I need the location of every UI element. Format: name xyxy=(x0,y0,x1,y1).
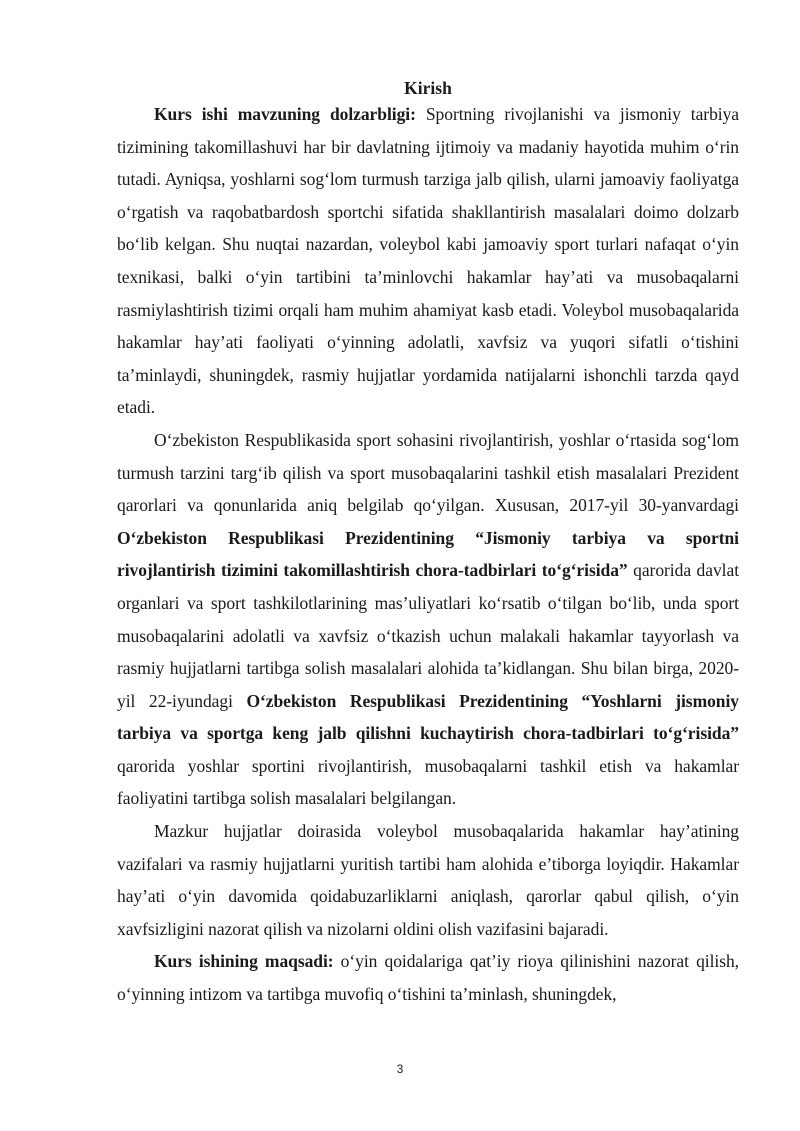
decree-title-2020: O‘zbekiston Respublikasi Prezidentining “Yoshlarni jismoniy tarbiya va sportga keng jalb qilishni kuchaytirish chora-tadbirlari to‘g‘risida” xyxy=(117,690,739,744)
paragraph-text: O‘zbekiston Respublikasida sport sohasini rivojlantirish, yoshlar o‘rtasida sog‘lom turmush tarzini targ‘ib qilish va sport musobaqalarini tashkil etish masalalari Prezident qarorlari va qonunlarida aniq belgilab qo‘yilgan. Xususan, 2017-yil 30-yanvardagi xyxy=(117,429,739,516)
paragraph-referee-duties xyxy=(117,815,739,945)
paragraph-legal-basis xyxy=(117,424,739,815)
paragraph-text: Mazkur hujjatlar doirasida voleybol musobaqalarida hakamlar hay’atining vazifalari va rasmiy hujjatlarni yuritish tartibi ham alohida e’tiborga loyiqdir. Hakamlar hay’ati o‘yin davomida qoidabuzarliklarni aniqlash, qarorlar qabul qilish, o‘yin xavfsizligini nazorat qilish va nizolarni oldini olish vazifasini bajaradi. xyxy=(117,821,739,939)
paragraph-lead-heading: Kurs ishi mavzuning dolzarbligi: xyxy=(154,104,416,124)
paragraph-goal xyxy=(117,945,739,1010)
paragraph-text: o‘yin qoidalariga qat’iy rioya qilinishini nazorat qilish, o‘yinning intizom va tartibga muvofiq o‘tishini ta’minlash, shuningdek, xyxy=(117,951,739,1005)
paragraph-text: qarorida yoshlar sportini rivojlantirish, musobaqalarni tashkil etish va hakamlar faoliyatini tartibga solish masalalari belgilangan. xyxy=(117,755,739,809)
paragraph-relevance xyxy=(117,98,739,424)
paragraph-text: Sportning rivojlanishi va jismoniy tarbiya tizimining takomillashuvi har bir davlatning ijtimoiy va madaniy hayotida muhim o‘rin tutadi. Ayniqsa, yoshlarni sog‘lom turmush tarziga jalb qilish, ularni jamoaviy faoliyatga o‘rgatish va raqobatbardosh sportchi sifatida shakllantirish masalalari doimo dolzarb bo‘lib kelgan. Shu nuqtai nazardan, voleybol kabi jamoaviy sport turlari nafaqat o‘yin texnikasi, balki o‘yin tartibini ta’minlovchi hakamlar hay’ati va musobaqalarni rasmiylashtirish tizimi orqali ham muhim ahamiyat kasb etadi. Voleybol musobaqalarida hakamlar hay’ati faoliyati o‘yinning adolatli, xavfsiz va yuqori sifatli o‘tishini ta’minlaydi, shuningdek, rasmiy hujjatlar yordamida natijalarni ishonchli tarzda qayd etadi. xyxy=(117,104,739,418)
decree-title-2017: O‘zbekiston Respublikasi Prezidentining “Jismoniy tarbiya va sportni rivojlantirish tizimini takomillashtirish chora-tadbirlari to‘g‘risida” xyxy=(117,527,739,581)
paragraph-text: qarorida davlat organlari va sport tashkilotlarining mas’uliyatlari ko‘rsatib o‘tilgan bo‘lib, unda sport musobaqalarini adolatli va xavfsiz o‘tkazish uchun malakali hakamlar tayyorlash va rasmiy hujjatlarni tartibga solish masalalari alohida ta’kidlangan. Shu bilan birga, 2020-yil 22-iyundagi xyxy=(117,560,740,711)
page-number: 3 xyxy=(396,1062,404,1076)
page-content xyxy=(117,78,739,1011)
section-title: Kirish xyxy=(404,78,452,98)
paragraph-lead-heading: Kurs ishining maqsadi: xyxy=(154,951,334,972)
